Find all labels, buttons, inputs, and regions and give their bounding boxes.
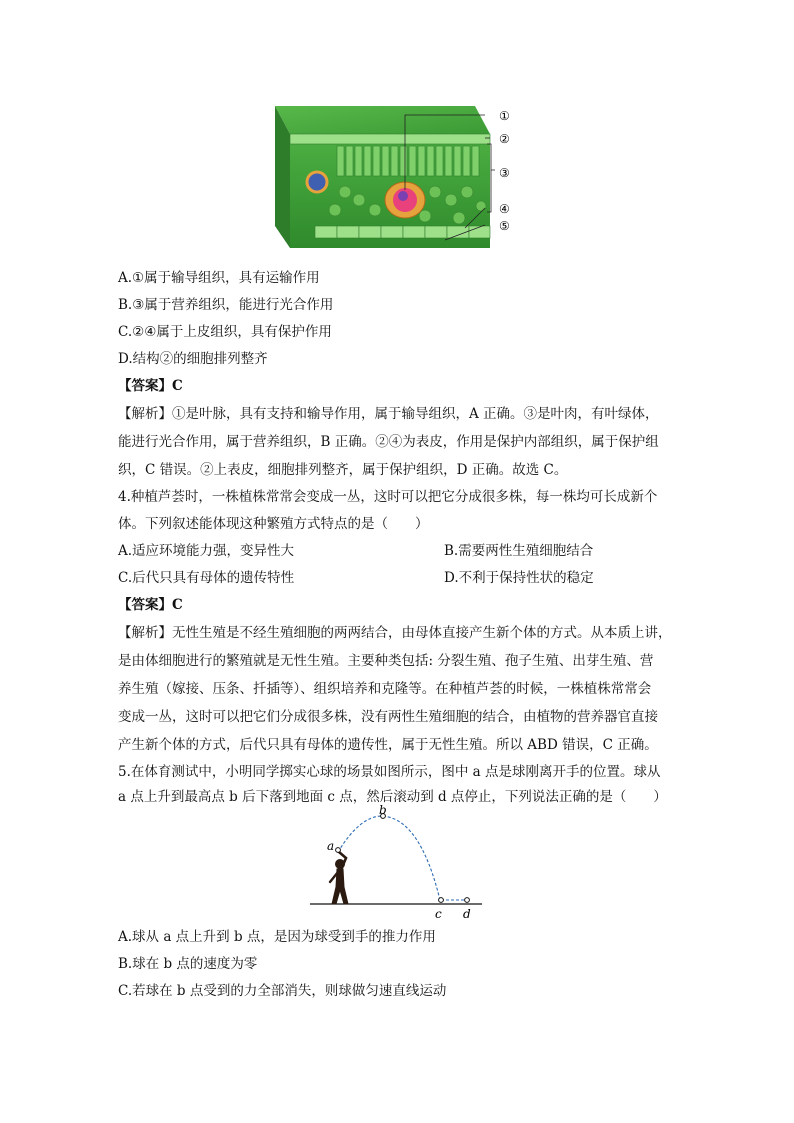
leaf-label-3: ③ bbox=[499, 166, 510, 180]
q4-analysis-line: 变成一丛，这时可以把它们分成很多株，没有两性生殖细胞的结合，由植物的营养器官直接 bbox=[118, 709, 658, 725]
q3-analysis-line: 能进行光合作用，属于营养组织，B 正确。②④为表皮，作用是保护内部组织，属于保护组 bbox=[118, 434, 659, 450]
leaf-cross-section-figure bbox=[275, 100, 525, 260]
q3-analysis-line: 织，C 错误。②上表皮，细胞排列整齐，属于保护组织，D 正确。故选 C。 bbox=[118, 462, 568, 478]
q3-option-a: A.①属于输导组织，具有运输作用 bbox=[118, 270, 320, 286]
q5-stem-line: a 点上升到最高点 b 后下落到地面 c 点，然后滚动到 d 点停止，下列说法正确的是（ ） bbox=[118, 789, 667, 805]
q3-option-d: D.结构②的细胞排列整齐 bbox=[118, 351, 268, 367]
q5-option-c: C.若球在 b 点受到的力全部消失，则球做匀速直线运动 bbox=[118, 983, 447, 999]
point-d bbox=[465, 898, 470, 903]
q4-stem-line: 体。下列叙述能体现这种繁殖方式特点的是（ ） bbox=[118, 516, 429, 532]
q4-option-b: B.需要两性生殖细胞结合 bbox=[444, 543, 594, 559]
leaf-label-1: ① bbox=[499, 109, 510, 123]
leaf-label-4: ④ bbox=[499, 202, 510, 216]
leaf-label-5: ⑤ bbox=[499, 219, 510, 233]
point-c bbox=[439, 898, 444, 903]
thrower-figure bbox=[330, 852, 348, 904]
q4-option-a: A.适应环境能力强，变异性大 bbox=[118, 543, 295, 559]
q4-answer: 【答案】C bbox=[118, 597, 183, 613]
q3-answer: 【答案】C bbox=[118, 378, 183, 394]
label-a: a bbox=[327, 839, 335, 853]
q4-analysis-line: 产生新个体的方式，后代只具有母体的遗传性，属于无性生殖。所以 ABD 错误，C 正确。 bbox=[118, 737, 658, 753]
trajectory-path bbox=[338, 816, 440, 900]
q4-analysis-line: 养生殖（嫁接、压条、扦插等）、组织培养和克隆等。在种植芦荟的时候，一株植株常常会 bbox=[118, 681, 652, 697]
q4-option-d: D.不利于保持性状的稳定 bbox=[444, 570, 594, 586]
q4-stem-line: 4.种植芦荟时，一株植株常常会变成一丛，这时可以把它分成很多株，每一株均可长成新个 bbox=[118, 489, 658, 505]
q5-option-a: A.球从 a 点上升到 b 点，是因为球受到手的推力作用 bbox=[118, 929, 436, 945]
label-c: c bbox=[435, 907, 442, 921]
label-b: b bbox=[379, 803, 387, 817]
q3-analysis-line: 【解析】①是叶脉，具有支持和输导作用，属于输导组织，A 正确。③是叶肉，有叶绿体， bbox=[118, 406, 659, 422]
leaf-label-2: ② bbox=[499, 132, 510, 146]
q5-option-b: B.球在 b 点的速度为零 bbox=[118, 956, 258, 972]
label-d: d bbox=[463, 907, 471, 921]
q4-analysis-line: 是由体细胞进行的繁殖就是无性生殖。主要种类包括: 分裂生殖、孢子生殖、出芽生殖、营 bbox=[118, 653, 654, 669]
q3-option-c: C.②④属于上皮组织，具有保护作用 bbox=[118, 324, 332, 340]
q3-option-b: B.③属于营养组织，能进行光合作用 bbox=[118, 297, 334, 313]
q5-stem-line: 5.在体育测试中，小明同学掷实心球的场景如图所示，图中 a 点是球刚离开手的位置。球从 bbox=[118, 764, 661, 780]
point-a bbox=[336, 848, 341, 853]
q4-option-c: C.后代只具有母体的遗传特性 bbox=[118, 570, 295, 586]
ball-throw-figure bbox=[310, 803, 490, 922]
q4-analysis-line: 【解析】无性生殖是不经生殖细胞的两两结合，由母体直接产生新个体的方式。从本质上讲， bbox=[118, 625, 672, 641]
